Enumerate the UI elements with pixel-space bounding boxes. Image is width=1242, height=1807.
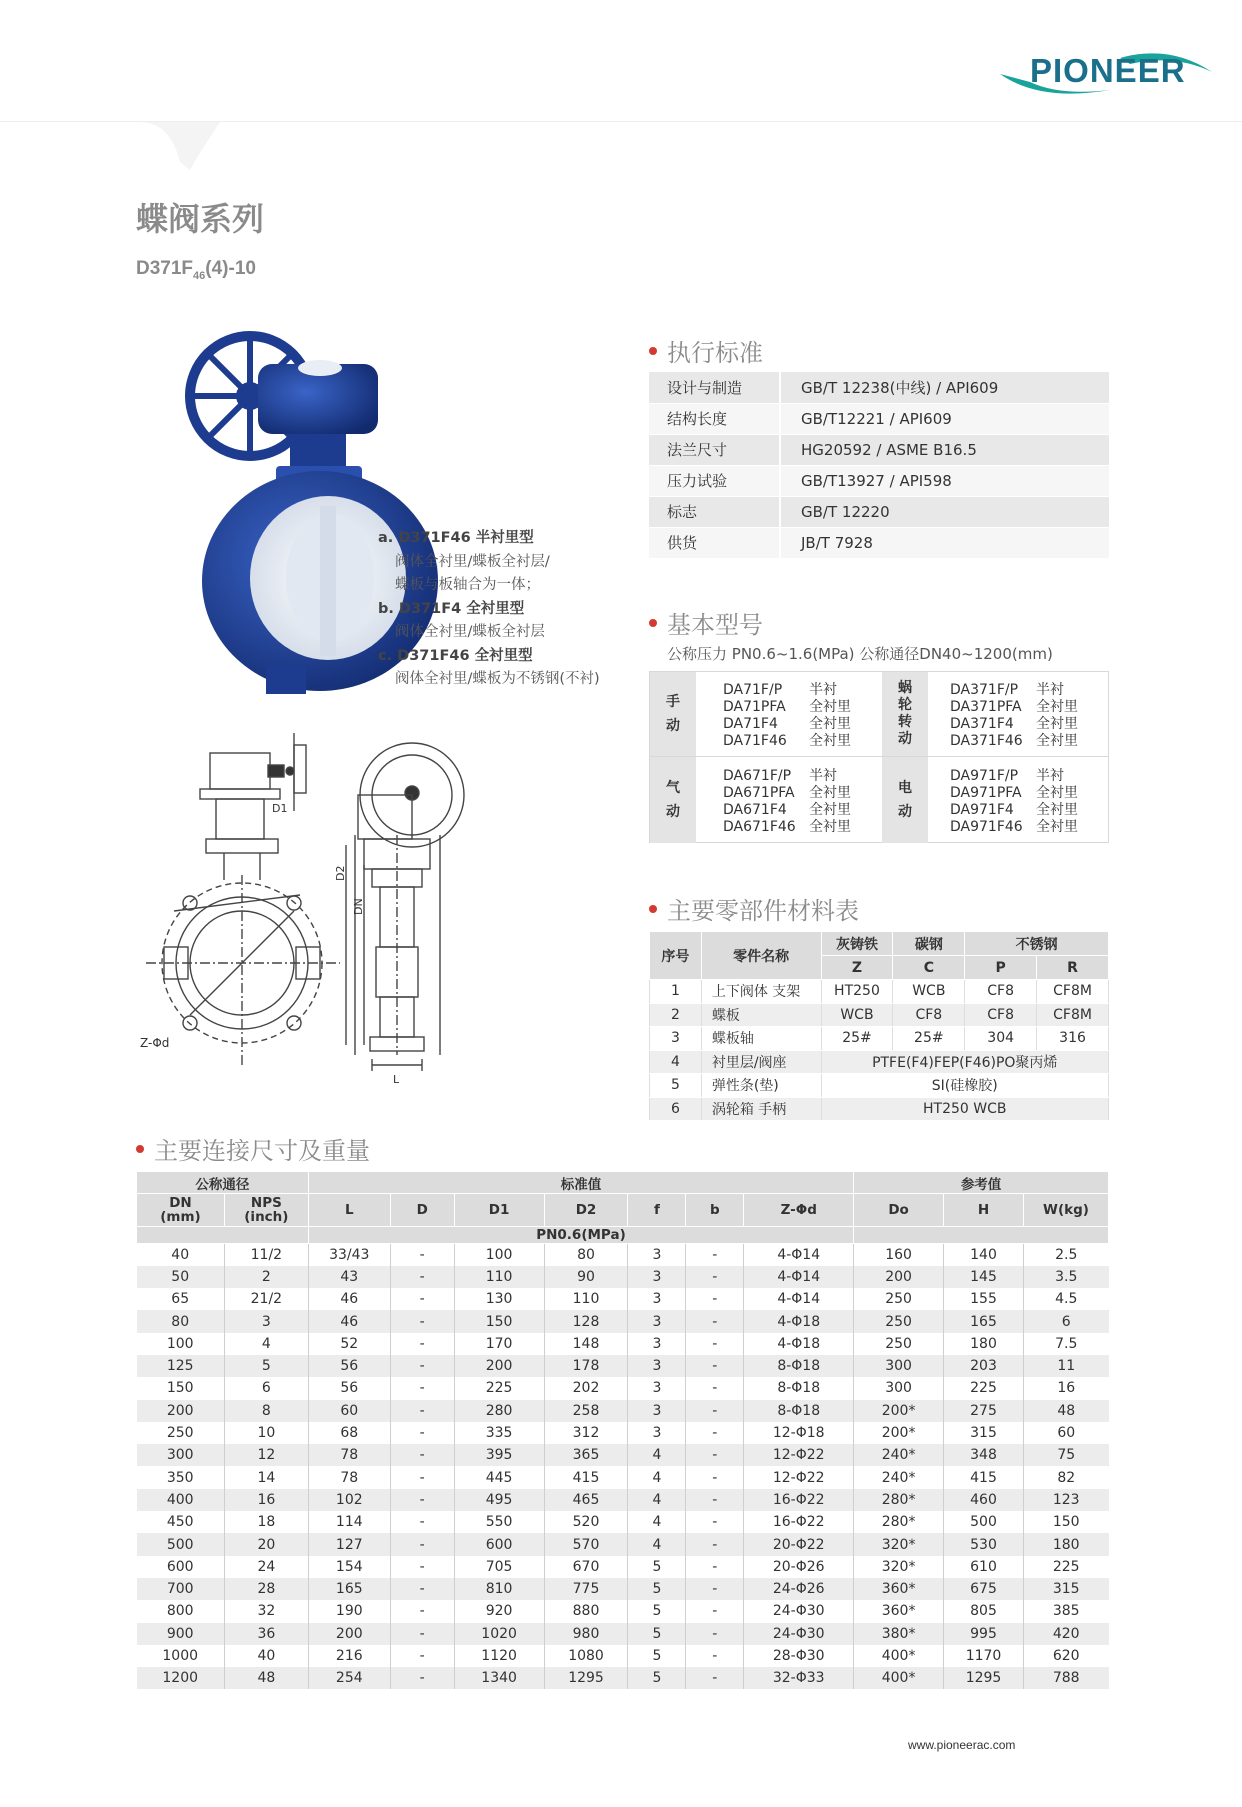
table-row: 800 32 190 - 920 880 5 - 24-Φ30 360* 805 385: [137, 1600, 1109, 1622]
table-row: 40 11/2 33/43 - 100 80 3 - 4-Φ14 160 140 2.5: [137, 1244, 1109, 1266]
dim-col-header: L: [308, 1194, 390, 1227]
model-list-pneumatic: DA671F/P 半衬 DA671PFA 全衬里 DA671F4 全衬里 DA671F46 全衬里: [723, 768, 851, 835]
parts-heading: 主要零部件材料表: [649, 891, 859, 926]
table-row: 125 5 56 - 200 178 3 - 8-Φ18 300 203 11: [137, 1355, 1109, 1377]
pressure-label: PN0.6(MPa): [308, 1227, 853, 1244]
dim-col-header: D1: [454, 1194, 544, 1227]
col-stainless: 不锈钢: [965, 932, 1109, 956]
bullet-dot: [649, 619, 657, 627]
dim-col-header: Z-Φd: [744, 1194, 854, 1227]
dim-col-header: D: [390, 1194, 454, 1227]
variant-c-head: c. D371F46 全衬里型: [378, 647, 533, 664]
dim-col-header: f: [628, 1194, 686, 1227]
technical-drawing: [140, 725, 590, 1095]
model-cat-pneumatic: 气 动: [650, 757, 696, 843]
dimensions-heading: 主要连接尺寸及重量: [136, 1131, 370, 1166]
valve-photo: [180, 326, 410, 696]
col-no: 序号: [650, 932, 702, 980]
table-row: 法兰尺寸 HG20592 / ASME B16.5: [649, 434, 1109, 465]
group-nominal: 公称通径: [137, 1172, 309, 1194]
basic-models-heading: 基本型号: [649, 605, 763, 640]
table-row: 200 8 60 - 280 258 3 - 8-Φ18 200* 275 48: [137, 1400, 1109, 1422]
model-list-worm: DA371F/P 半衬 DA371PFA 全衬里 DA371F4 全衬里 DA371F46 全衬里: [950, 682, 1078, 749]
label-d2: D2: [334, 865, 347, 881]
dim-col-header: H: [944, 1194, 1024, 1227]
table-row: 标志 GB/T 12220: [649, 496, 1109, 527]
variant-b-head: b. D371F4 全衬里型: [378, 600, 525, 617]
model-cat-manual: 手 动: [650, 672, 696, 756]
table-row: 65 21/2 46 - 130 110 3 - 4-Φ14 250 155 4.5: [137, 1288, 1109, 1310]
table-row: 400 16 102 - 495 465 4 - 16-Φ22 280* 460 123: [137, 1489, 1109, 1511]
variant-notes: [378, 527, 600, 692]
dim-col-header: b: [686, 1194, 744, 1227]
dim-col-header: NPS (inch): [224, 1194, 308, 1227]
model-cat-electric: 电 动: [882, 757, 928, 843]
standards-table: [649, 372, 1109, 559]
logo-text: PIONEER: [1030, 52, 1186, 89]
table-row: 结构长度 GB/T12221 / API609: [649, 403, 1109, 434]
table-row: 1 上下阀体 支架 HT250 WCB CF8 CF8M: [650, 980, 1109, 1004]
table-row: 300 12 78 - 395 365 4 - 12-Φ22 240* 348 75: [137, 1444, 1109, 1466]
model-cat-worm: 蜗 轮 转 动: [882, 672, 928, 756]
model-code: $D371F_{46}(4)-10$: [136, 258, 256, 282]
page-title: 蝶阀系列: [136, 200, 265, 238]
pressure-note: 公称压力 PN0.6~1.6(MPa) 公称通径DN40~1200(mm): [667, 645, 1053, 663]
header-curve: [0, 122, 1242, 172]
pioneer-logo: [1000, 44, 1220, 104]
table-row: 500 20 127 - 600 570 4 - 20-Φ22 320* 530 180: [137, 1533, 1109, 1555]
col-grey-iron: 灰铸铁: [821, 932, 893, 956]
col-carbon-steel: 碳钢: [893, 932, 965, 956]
label-l: L: [393, 1073, 400, 1086]
variant-a-desc-1: 阀体全衬里/蝶板全衬层/: [395, 553, 550, 570]
table-row: 900 36 200 - 1020 980 5 - 24-Φ30 380* 995 420: [137, 1623, 1109, 1645]
standards-heading: 执行标准: [649, 333, 763, 368]
group-standard: 标准值: [308, 1172, 853, 1194]
dim-col-header: W(kg): [1023, 1194, 1108, 1227]
table-row: 1000 40 216 - 1120 1080 5 - 28-Φ30 400* 1170 620: [137, 1645, 1109, 1667]
table-row: 250 10 68 - 335 312 3 - 12-Φ18 200* 315 60: [137, 1422, 1109, 1444]
model-list-manual: DA71F/P 半衬 DA71PFA 全衬里 DA71F4 全衬里 DA71F46 全衬里: [723, 682, 851, 749]
table-row: 压力试验 GB/T13927 / API598: [649, 465, 1109, 496]
table-row: 6 涡轮箱 手柄 HT250 WCB: [650, 1097, 1109, 1121]
table-row: 供货 JB/T 7928: [649, 527, 1109, 558]
table-row: 50 2 43 - 110 90 3 - 4-Φ14 200 145 3.5: [137, 1266, 1109, 1288]
table-row: 4 衬里层/阀座 PTFE(F4)FEP(F46)PO聚丙烯: [650, 1050, 1109, 1074]
table-row: 450 18 114 - 550 520 4 - 16-Φ22 280* 500 150: [137, 1511, 1109, 1533]
table-row: 3 蝶板轴 25# 25# 304 316: [650, 1027, 1109, 1051]
col-c: C: [893, 956, 965, 980]
variant-a-head: a. D371F46 半衬里型: [378, 530, 534, 546]
parts-table: [649, 931, 1109, 1121]
dim-col-header: D2: [544, 1194, 628, 1227]
table-row: 150 6 56 - 225 202 3 - 8-Φ18 300 225 16: [137, 1377, 1109, 1399]
label-zphi: Z-Φd: [140, 1036, 170, 1050]
col-r: R: [1037, 956, 1109, 980]
col-name: 零件名称: [701, 932, 821, 980]
group-reference: 参考值: [854, 1172, 1109, 1194]
table-row: 100 4 52 - 170 148 3 - 4-Φ18 250 180 7.5: [137, 1333, 1109, 1355]
dim-col-header: DN (mm): [137, 1194, 225, 1227]
dimensions-table: [136, 1171, 1109, 1689]
table-row: 600 24 154 - 705 670 5 - 20-Φ26 320* 610 225: [137, 1556, 1109, 1578]
variant-c-desc-1: 阀体全衬里/蝶板为不锈钢(不衬): [395, 671, 600, 687]
basic-models-grid: [649, 671, 1109, 843]
website-url: www.pioneerac.com: [908, 1738, 1016, 1752]
dim-col-header: Do: [854, 1194, 944, 1227]
label-d1: D1: [272, 802, 288, 815]
bullet-dot: [136, 1145, 144, 1153]
bullet-dot: [649, 347, 657, 355]
table-row: 2 蝶板 WCB CF8 CF8 CF8M: [650, 1003, 1109, 1027]
table-row: 700 28 165 - 810 775 5 - 24-Φ26 360* 675 315: [137, 1578, 1109, 1600]
table-row: 5 弹性条(垫) SI(硅橡胶): [650, 1074, 1109, 1098]
table-row: 350 14 78 - 445 415 4 - 12-Φ22 240* 415 82: [137, 1466, 1109, 1488]
bullet-dot: [649, 905, 657, 913]
table-row: 1200 48 254 - 1340 1295 5 - 32-Φ33 400* 1295 788: [137, 1667, 1109, 1689]
table-row: 设计与制造 GB/T 12238(中线) / API609: [649, 372, 1109, 403]
table-row: 80 3 46 - 150 128 3 - 4-Φ18 250 165 6: [137, 1310, 1109, 1332]
variant-b-desc-1: 阀体全衬里/蝶板全衬层: [395, 624, 545, 640]
variant-a-desc-2: 蝶板与板轴合为一体；: [395, 577, 540, 593]
col-p: P: [965, 956, 1037, 980]
col-z: Z: [821, 956, 893, 980]
label-dn: DN: [352, 898, 365, 915]
model-list-electric: DA971F/P 半衬 DA971PFA 全衬里 DA971F4 全衬里 DA971F46 全衬里: [950, 768, 1078, 835]
